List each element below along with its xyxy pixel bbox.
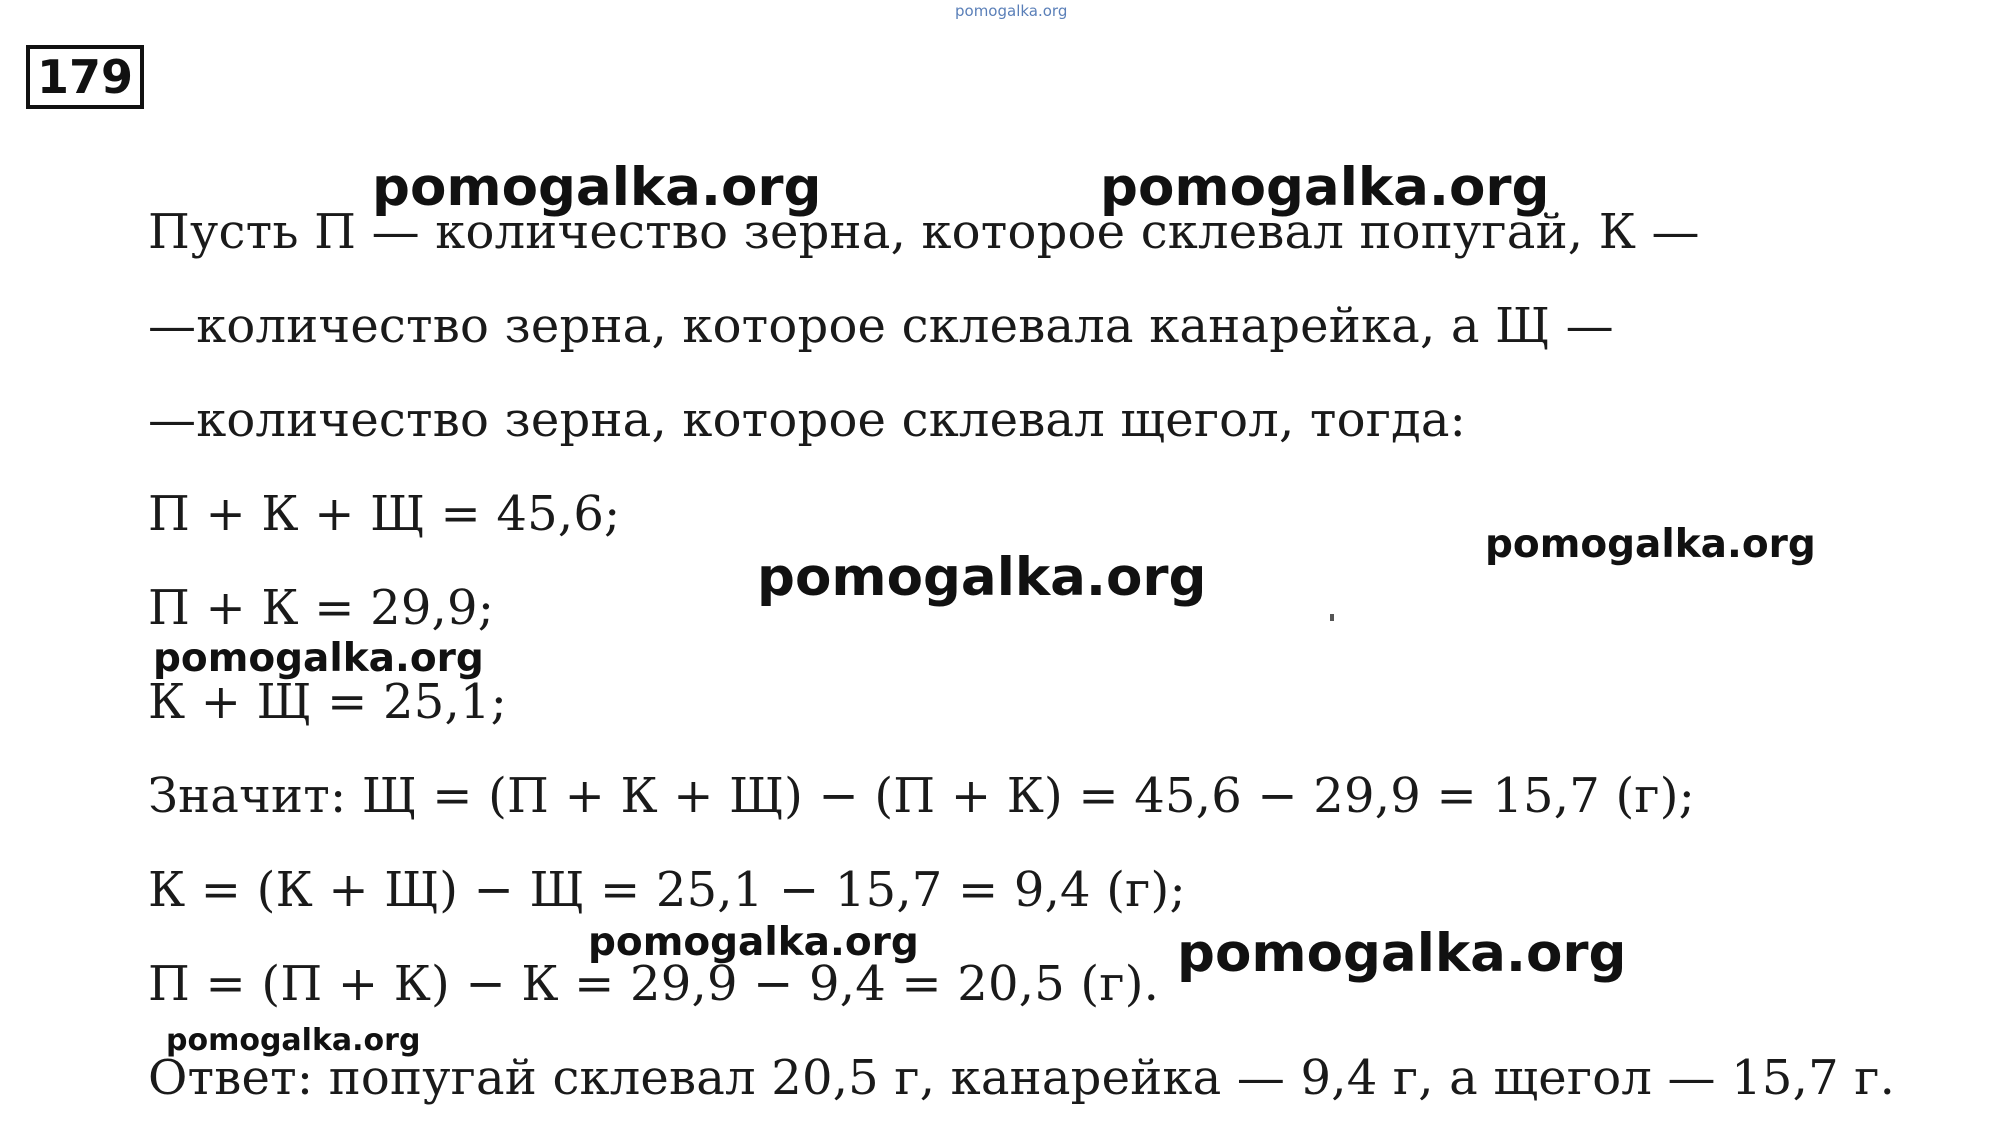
equation-total: П + К + Щ = 45,6; [148, 486, 621, 542]
watermark-left: pomogalka.org [153, 636, 484, 681]
calc-parrot: П = (П + К) − К = 29,9 − 9,4 = 20,5 (г). [148, 956, 1160, 1012]
solution-line-3: —количество зерна, которое склевал щегол, тогда: [148, 392, 1467, 448]
scan-speck [1330, 614, 1334, 621]
equation-canary-goldfinch: К + Щ = 25,1; [148, 674, 508, 730]
watermark-header-left: pomogalka.org [372, 157, 822, 218]
watermark-top: pomogalka.org [955, 2, 1068, 20]
watermark-right: pomogalka.org [1485, 522, 1816, 567]
answer-line: Ответ: попугай склевал 20,5 г, канарейка — 9,4 г, а щегол — 15,7 г. [148, 1050, 1896, 1106]
equation-parrot-canary: П + К = 29,9; [148, 580, 495, 636]
solution-line-2: —количество зерна, которое склевала канарейка, а Щ — [148, 298, 1614, 354]
watermark-mid: pomogalka.org [588, 920, 919, 965]
watermark-header-right: pomogalka.org [1100, 157, 1550, 218]
calc-goldfinch: Значит: Щ = (П + К + Щ) − (П + К) = 45,6 − 29,9 = 15,7 (г); [148, 768, 1696, 824]
watermark-center: pomogalka.org [757, 547, 1207, 608]
calc-canary: К = (К + Щ) − Щ = 25,1 − 15,7 = 9,4 (г); [148, 862, 1186, 918]
watermark-bottom-left: pomogalka.org [166, 1023, 421, 1058]
watermark-bottom-right: pomogalka.org [1177, 923, 1627, 984]
problem-number-box: 179 [26, 45, 144, 109]
solution-line-1: Пусть П — количество зерна, которое склевал попугай, К — [148, 204, 1700, 260]
